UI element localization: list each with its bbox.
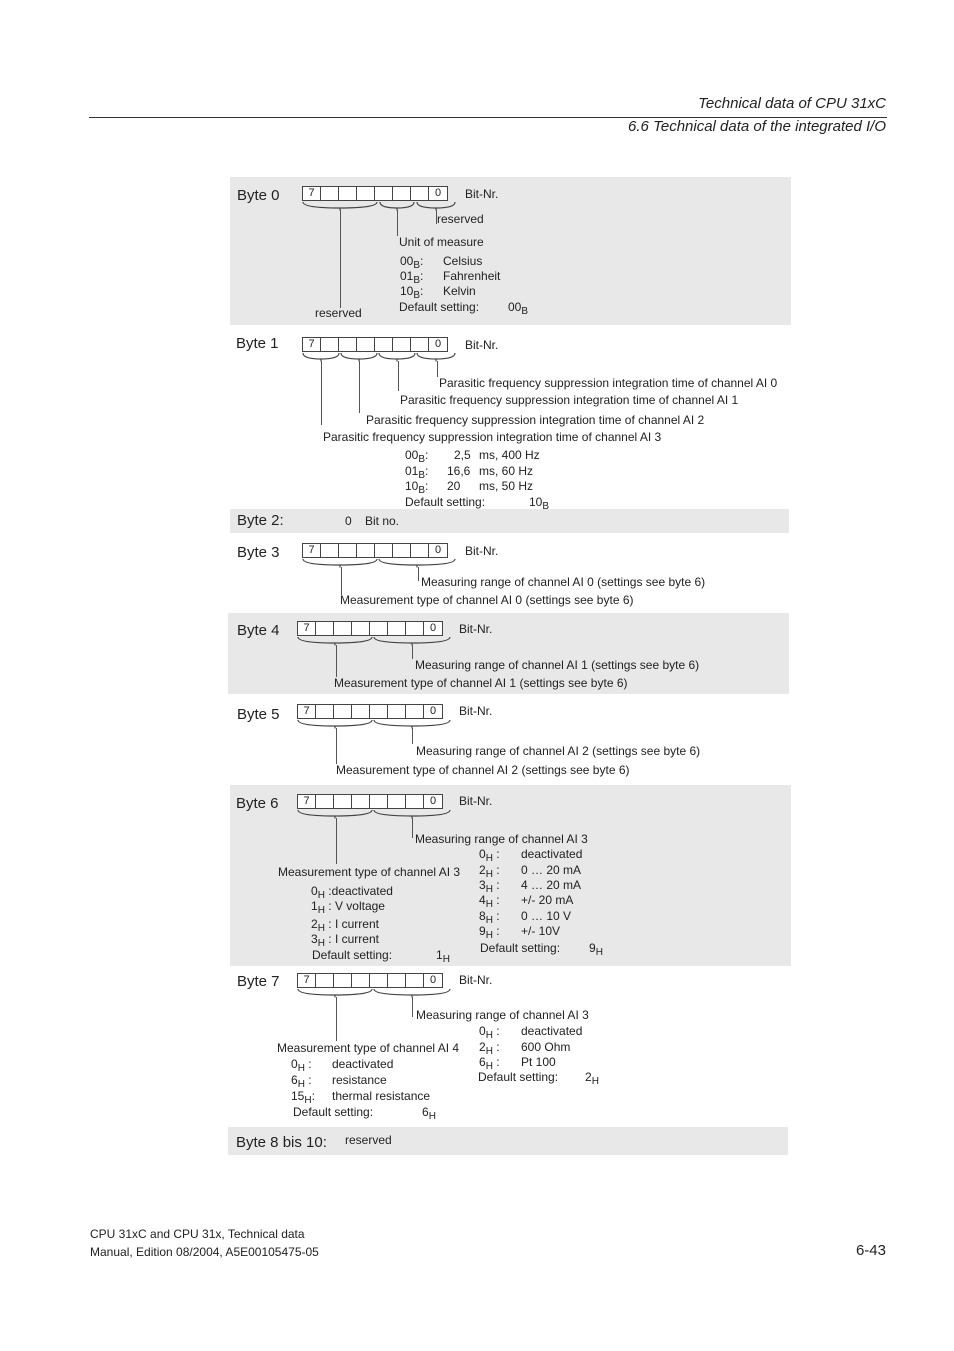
byte6-type-default-value: $1_H$ xyxy=(436,948,450,965)
byte0-opt-0: $00_B$: xyxy=(400,254,424,271)
bit-0: 0 xyxy=(429,705,437,717)
bit-5 xyxy=(334,705,352,718)
byte1-opt-1-text: ms, 60 Hz xyxy=(479,464,534,478)
byte1-ch0: Parasitic frequency suppression integration time of channel AI 0 xyxy=(439,376,778,390)
byte6-type-default-label: Default setting: xyxy=(312,948,393,962)
bit-0: 0 xyxy=(429,622,437,634)
byte7-type-opt-0-text: deactivated xyxy=(332,1057,394,1071)
footer-edition: Manual, Edition 08/2004, A5E00105475-05 xyxy=(90,1245,319,1259)
byte0-bitnr: Bit-Nr. xyxy=(465,187,499,201)
byte1-opt-2-val: 20 xyxy=(447,479,461,493)
bit-0: 0 xyxy=(434,338,442,350)
bit-3 xyxy=(375,187,393,200)
byte6-range-opt-0-text: deactivated xyxy=(521,847,583,861)
byte5-range: Measuring range of channel AI 2 (settings see byte 6) xyxy=(416,744,701,758)
byte7-braces xyxy=(295,987,455,1001)
bit-7: 7 xyxy=(303,338,321,351)
byte5-register xyxy=(297,704,443,719)
bit-4 xyxy=(352,622,370,635)
byte1-opt-0: $00_B$: xyxy=(405,448,429,465)
byte1-default-value: $10_B$ xyxy=(529,495,550,512)
bit-7: 7 xyxy=(298,622,316,635)
byte0-opt-1: $01_B$: xyxy=(400,269,424,286)
byte6-label: Byte 6 xyxy=(236,795,279,812)
byte7-leader-type xyxy=(336,997,337,1041)
byte6-range-opt-1: $2_H$ : xyxy=(479,863,500,880)
byte3-leader-type xyxy=(341,567,342,595)
bit-2 xyxy=(388,622,406,635)
byte0-unit-title: Unit of measure xyxy=(399,235,484,249)
byte7-type-default-label: Default setting: xyxy=(293,1105,374,1119)
bit-1 xyxy=(411,187,429,200)
byte6-range-opt-4-text: 0 … 10 V xyxy=(521,909,572,923)
byte8-label: Byte 8 bis 10: xyxy=(236,1134,327,1151)
bit-7: 7 xyxy=(298,795,316,808)
byte6-bitnr: Bit-Nr. xyxy=(459,794,493,808)
byte1-ch1: Parasitic frequency suppression integration time of channel AI 1 xyxy=(400,393,739,407)
bit-4 xyxy=(352,974,370,987)
byte7-bitnr: Bit-Nr. xyxy=(459,973,493,987)
bit-3 xyxy=(370,705,388,718)
byte7-type-opt-2: $15_H$: xyxy=(291,1089,315,1106)
bit-5 xyxy=(334,795,352,808)
bit-0: 0 xyxy=(429,795,437,807)
byte0-reserved-right: reserved xyxy=(437,212,484,226)
bit-1 xyxy=(411,544,429,557)
bit-2 xyxy=(388,974,406,987)
byte4-bitnr: Bit-Nr. xyxy=(459,622,493,636)
byte7-range-opt-0: $0_H$ : xyxy=(479,1024,500,1041)
byte7-range-title: Measuring range of channel AI 3 xyxy=(416,1008,589,1022)
bit-6 xyxy=(316,795,334,808)
bit-1 xyxy=(406,622,424,635)
bit-7: 7 xyxy=(303,544,321,557)
bit-2 xyxy=(388,705,406,718)
bit-6 xyxy=(321,338,339,351)
byte4-type: Measurement type of channel AI 1 (settings see byte 6) xyxy=(334,676,628,690)
byte7-type-default-value: $6_H$ xyxy=(422,1105,436,1122)
byte6-range-opt-3-text: +/- 20 mA xyxy=(521,893,574,907)
byte6-range-opt-0: $0_H$ : xyxy=(479,847,500,864)
byte7-leader-range xyxy=(412,997,413,1017)
byte4-register xyxy=(297,621,443,636)
footer-title: CPU 31xC and CPU 31x, Technical data xyxy=(90,1227,305,1241)
byte1-opt-0-val: 2,5 xyxy=(454,448,471,462)
header-section-title: 6.6 Technical data of the integrated I/O xyxy=(628,118,886,135)
byte4-leader-type xyxy=(336,645,337,677)
byte7-type-opt-0: $0_H$ : xyxy=(291,1057,312,1074)
byte5-label: Byte 5 xyxy=(237,706,280,723)
bit-4 xyxy=(352,795,370,808)
byte0-register xyxy=(302,186,448,201)
byte5-leader-type xyxy=(336,728,337,764)
byte2-shade xyxy=(230,509,789,533)
byte6-type-opt-1: $1_H$ : V voltage xyxy=(311,899,385,916)
bit-5 xyxy=(339,338,357,351)
byte3-range: Measuring range of channel AI 0 (settings see byte 6) xyxy=(421,575,706,589)
bit-4 xyxy=(352,705,370,718)
byte1-register xyxy=(302,337,448,352)
byte6-leader-range xyxy=(412,818,413,838)
bit-7: 7 xyxy=(298,974,316,987)
byte7-type-opt-1-text: resistance xyxy=(332,1073,387,1087)
bit-0: 0 xyxy=(434,544,442,556)
byte1-leader-ch2 xyxy=(359,361,360,413)
byte1-ch3: Parasitic frequency suppression integration time of channel AI 3 xyxy=(323,430,662,444)
byte1-opt-1: $01_B$: xyxy=(405,464,429,481)
byte0-leader-reserved-left xyxy=(340,210,341,308)
bit-2 xyxy=(393,338,411,351)
bit-3 xyxy=(375,338,393,351)
bit-5 xyxy=(339,544,357,557)
byte6-type-opt-0: $0_H$ :deactivated xyxy=(311,884,393,901)
byte7-range-default-value: $2_H$ xyxy=(585,1070,599,1087)
byte6-range-opt-3: $4_H$ : xyxy=(479,893,500,910)
byte6-register xyxy=(297,794,443,809)
byte0-opt-2-text: Kelvin xyxy=(443,284,476,298)
byte0-opt-1-text: Fahrenheit xyxy=(443,269,501,283)
byte5-braces xyxy=(295,718,455,732)
byte5-type: Measurement type of channel AI 2 (settings see byte 6) xyxy=(336,763,630,777)
bit-5 xyxy=(334,974,352,987)
byte7-range-opt-0-text: deactivated xyxy=(521,1024,583,1038)
bit-6 xyxy=(316,705,334,718)
byte2-value: 0 xyxy=(345,514,352,528)
bit-1 xyxy=(406,705,424,718)
byte6-leader-type xyxy=(336,818,337,864)
byte4-leader-range xyxy=(412,645,413,659)
bit-3 xyxy=(370,974,388,987)
bit-5 xyxy=(339,187,357,200)
byte0-label: Byte 0 xyxy=(237,187,280,204)
byte0-reserved-left: reserved xyxy=(315,306,362,320)
byte1-bitnr: Bit-Nr. xyxy=(465,338,499,352)
byte6-range-opt-4: $8_H$ : xyxy=(479,909,500,926)
byte0-default-label: Default setting: xyxy=(399,300,480,314)
byte1-leader-ch3 xyxy=(321,361,322,425)
byte4-braces xyxy=(295,635,455,649)
byte6-range-title: Measuring range of channel AI 3 xyxy=(415,832,588,846)
byte6-type-title: Measurement type of channel AI 3 xyxy=(278,865,461,879)
bit-2 xyxy=(393,544,411,557)
byte6-range-opt-5: $9_H$ : xyxy=(479,924,500,941)
byte6-range-default-value: $9_H$ xyxy=(589,941,603,958)
byte0-opt-0-text: Celsius xyxy=(443,254,483,268)
byte0-opt-2: $10_B$: xyxy=(400,284,424,301)
byte6-range-opt-1-text: 0 … 20 mA xyxy=(521,863,582,877)
byte1-default-label: Default setting: xyxy=(405,495,486,509)
bit-6 xyxy=(316,974,334,987)
byte8-reserved: reserved xyxy=(345,1133,392,1147)
bit-6 xyxy=(316,622,334,635)
header-chapter-title: Technical data of CPU 31xC xyxy=(698,95,886,112)
byte3-braces xyxy=(300,557,460,571)
bit-3 xyxy=(375,544,393,557)
byte1-braces xyxy=(300,351,460,365)
byte7-range-opt-1: $2_H$ : xyxy=(479,1040,500,1057)
byte6-range-opt-2-text: 4 … 20 mA xyxy=(521,878,582,892)
bit-5 xyxy=(334,622,352,635)
byte0-leader-unit xyxy=(397,210,398,236)
bit-2 xyxy=(388,795,406,808)
byte3-bitnr: Bit-Nr. xyxy=(465,544,499,558)
bit-4 xyxy=(357,544,375,557)
byte3-register xyxy=(302,543,448,558)
bit-6 xyxy=(321,544,339,557)
byte4-label: Byte 4 xyxy=(237,622,280,639)
bit-0: 0 xyxy=(429,974,437,986)
bit-6 xyxy=(321,187,339,200)
byte7-range-opt-2-text: Pt 100 xyxy=(521,1055,556,1069)
bit-1 xyxy=(411,338,429,351)
byte6-braces xyxy=(295,808,455,822)
byte7-type-title: Measurement type of channel AI 4 xyxy=(277,1041,460,1055)
bit-1 xyxy=(406,795,424,808)
byte0-default-value: $00_B$ xyxy=(508,300,529,317)
byte5-bitnr: Bit-Nr. xyxy=(459,704,493,718)
byte1-leader-ch1 xyxy=(398,361,399,391)
byte6-range-default-label: Default setting: xyxy=(480,941,561,955)
bit-4 xyxy=(357,338,375,351)
byte7-label: Byte 7 xyxy=(237,973,280,990)
byte3-type: Measurement type of channel AI 0 (settings see byte 6) xyxy=(340,593,634,607)
byte7-type-opt-1: $6_H$ : xyxy=(291,1073,312,1090)
byte1-label: Byte 1 xyxy=(236,335,279,352)
byte3-label: Byte 3 xyxy=(237,544,280,561)
byte1-opt-2-text: ms, 50 Hz xyxy=(479,479,534,493)
byte1-leader-ch0 xyxy=(437,361,438,377)
bit-0: 0 xyxy=(434,187,442,199)
byte7-range-opt-1-text: 600 Ohm xyxy=(521,1040,571,1054)
byte7-type-opt-2-text: thermal resistance xyxy=(332,1089,431,1103)
byte7-range-default-label: Default setting: xyxy=(478,1070,559,1084)
byte7-register xyxy=(297,973,443,988)
byte6-range-opt-2: $3_H$ : xyxy=(479,878,500,895)
byte1-opt-0-text: ms, 400 Hz xyxy=(479,448,540,462)
byte6-type-opt-2: $2_H$ : I current xyxy=(311,917,379,934)
byte2-bitno: Bit no. xyxy=(365,514,400,528)
bit-3 xyxy=(370,622,388,635)
bit-1 xyxy=(406,974,424,987)
byte1-ch2: Parasitic frequency suppression integration time of channel AI 2 xyxy=(366,413,705,427)
byte1-opt-2: $10_B$: xyxy=(405,479,429,496)
byte6-type-opt-3: $3_H$ : I current xyxy=(311,932,379,949)
bit-3 xyxy=(370,795,388,808)
byte5-leader-range xyxy=(412,728,413,744)
bit-4 xyxy=(357,187,375,200)
bit-7: 7 xyxy=(303,187,321,200)
byte7-range-opt-2: $6_H$ : xyxy=(479,1055,500,1072)
byte3-leader-range xyxy=(418,567,419,581)
byte4-range: Measuring range of channel AI 1 (settings see byte 6) xyxy=(415,658,700,672)
byte6-range-opt-5-text: +/- 10V xyxy=(521,924,561,938)
byte1-opt-1-val: 16,6 xyxy=(447,464,471,478)
page-number: 6-43 xyxy=(855,1242,886,1259)
bit-7: 7 xyxy=(298,705,316,718)
byte2-label: Byte 2: xyxy=(237,512,284,529)
bit-2 xyxy=(393,187,411,200)
